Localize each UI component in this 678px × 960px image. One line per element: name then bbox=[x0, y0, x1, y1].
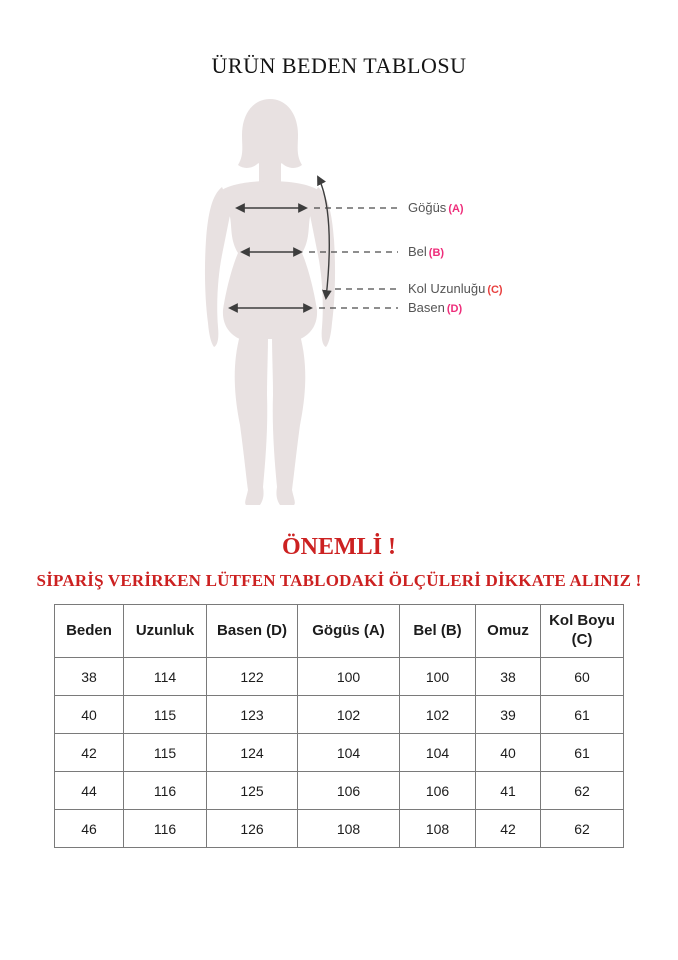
body-measurement-diagram bbox=[180, 95, 400, 515]
chest-marker: (A) bbox=[448, 203, 464, 215]
table-cell: 102 bbox=[400, 696, 476, 734]
table-cell: 104 bbox=[400, 734, 476, 772]
table-cell: 61 bbox=[541, 696, 624, 734]
arm-length-label bbox=[408, 281, 503, 297]
size-table-header-row bbox=[55, 605, 624, 658]
waist-marker: (B) bbox=[428, 247, 445, 259]
table-cell: 126 bbox=[207, 810, 298, 848]
table-header-cell: Kol Boyu (C) bbox=[541, 605, 624, 658]
table-header-cell: Basen (D) bbox=[207, 605, 298, 658]
table-row bbox=[55, 772, 624, 810]
table-cell: 104 bbox=[298, 734, 400, 772]
table-cell: 40 bbox=[476, 734, 541, 772]
table-cell: 115 bbox=[124, 734, 207, 772]
table-cell: 106 bbox=[400, 772, 476, 810]
arm-length-marker: (C) bbox=[487, 284, 503, 296]
table-cell: 115 bbox=[124, 696, 207, 734]
hip-label bbox=[408, 300, 462, 316]
table-row bbox=[55, 658, 624, 696]
hip-marker: (D) bbox=[446, 303, 463, 315]
size-table-body bbox=[55, 658, 624, 848]
page-title: ÜRÜN BEDEN TABLOSU bbox=[211, 53, 467, 78]
table-cell: 100 bbox=[400, 658, 476, 696]
table-header-cell: Bel (B) bbox=[400, 605, 476, 658]
table-cell: 41 bbox=[476, 772, 541, 810]
table-header-cell: Uzunluk bbox=[124, 605, 207, 658]
table-cell: 62 bbox=[541, 810, 624, 848]
table-header-cell: Gögüs (A) bbox=[298, 605, 400, 658]
table-row bbox=[55, 696, 624, 734]
table-cell: 38 bbox=[476, 658, 541, 696]
order-warning-text: SİPARİŞ VERİRKEN LÜTFEN TABLODAKİ ÖLÇÜLERİ DİKKATE ALINIZ ! bbox=[36, 571, 642, 590]
table-row bbox=[55, 734, 624, 772]
table-cell: 42 bbox=[55, 734, 124, 772]
table-cell: 42 bbox=[476, 810, 541, 848]
table-cell: 46 bbox=[55, 810, 124, 848]
table-cell: 61 bbox=[541, 734, 624, 772]
important-heading: ÖNEMLİ ! bbox=[282, 534, 396, 560]
table-cell: 39 bbox=[476, 696, 541, 734]
table-header-cell: Beden bbox=[55, 605, 124, 658]
arm-length-label-text: Kol Uzunluğu bbox=[408, 281, 486, 296]
waist-label-text: Bel bbox=[408, 244, 427, 259]
table-cell: 108 bbox=[298, 810, 400, 848]
hip-label-text: Basen bbox=[408, 300, 445, 315]
table-header-cell: Omuz bbox=[476, 605, 541, 658]
table-cell: 102 bbox=[298, 696, 400, 734]
table-cell: 100 bbox=[298, 658, 400, 696]
table-cell: 38 bbox=[55, 658, 124, 696]
table-cell: 116 bbox=[124, 810, 207, 848]
size-table bbox=[54, 604, 624, 848]
chest-label-text: Göğüs bbox=[408, 200, 447, 215]
chest-label bbox=[408, 200, 464, 216]
table-cell: 106 bbox=[298, 772, 400, 810]
table-cell: 125 bbox=[207, 772, 298, 810]
table-row bbox=[55, 810, 624, 848]
table-cell: 124 bbox=[207, 734, 298, 772]
table-cell: 44 bbox=[55, 772, 124, 810]
table-cell: 108 bbox=[400, 810, 476, 848]
table-cell: 40 bbox=[55, 696, 124, 734]
table-cell: 122 bbox=[207, 658, 298, 696]
female-silhouette bbox=[205, 99, 335, 505]
table-cell: 116 bbox=[124, 772, 207, 810]
table-cell: 114 bbox=[124, 658, 207, 696]
table-cell: 123 bbox=[207, 696, 298, 734]
table-cell: 60 bbox=[541, 658, 624, 696]
table-cell: 62 bbox=[541, 772, 624, 810]
waist-label bbox=[408, 244, 444, 260]
